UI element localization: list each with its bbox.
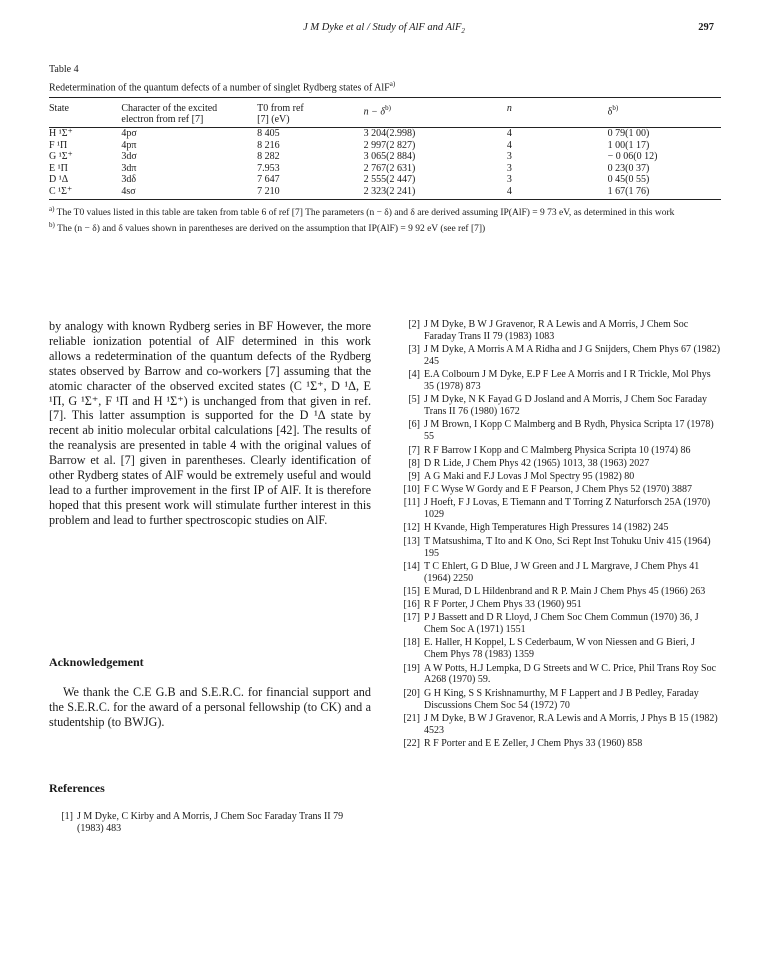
col-header-electron-text: Character of the excited electron from ref [7] — [121, 103, 218, 126]
footnote-a-text: The T0 values listed in this table are taken from table 6 of ref [7] The parameters (n − δ) and δ are derived assuming IP(AlF) = 9 73 eV, as determined in this work — [56, 208, 675, 219]
col-header-n-minus-delta-text: n − δ — [363, 106, 386, 118]
reference-number: [11] — [403, 497, 420, 509]
reference-number: [9] — [408, 470, 420, 482]
reference-text: P J Bassett and D R Lloyd, J Chem Soc Chem Commun (1970) 36, J Chem Soc A (1971) 1551 — [424, 612, 699, 636]
col-header-t0-text: T0 from ref [7] (eV) — [257, 103, 304, 126]
reference-item — [396, 394, 721, 418]
reference-text: J M Dyke, B W J Gravenor, R A Lewis and A Morris, J Chem Soc Faraday Trans II 79 (1983) 1083 — [424, 319, 689, 342]
cell-state: H ¹Σ⁺ — [49, 128, 73, 140]
running-head-text: J M Dyke et al / Study of AlF and AlF — [303, 22, 462, 33]
reference-number: [22] — [403, 737, 420, 749]
reference-text: R F Barrow I Kopp and C Malmberg Physica Scripta 10 (1974) 86 — [424, 444, 691, 456]
cell-delta: − 0 06(0 12) — [607, 151, 658, 163]
table-row — [49, 163, 721, 175]
acknowledgement-heading: Acknowledgement — [49, 655, 144, 669]
reference-item — [396, 663, 721, 687]
running-head — [0, 22, 768, 35]
body-paragraph: by analogy with known Rydberg series in BF However, the more reliable ionization potential of AlF determined in this work allows a redetermination of the quantum defects of the Rydberg states observed by Barrow and co-workers [7] assuming that the atomic character of the observed excited states (C ¹Σ⁺, D ¹Δ, E ¹Π, G ¹Σ⁺, F ¹Π and H ¹Σ⁺) is unchanged from that given in ref. [7]. This latter assumption is supported for the D ¹Δ state by recent ab initio molecular orbital calculations [42]. The results of the reanalysis are presented in table 4 with the original values of Barrow et al. [7] given in parentheses. Clearly identification of other Rydberg states of AlF would be extremely useful and would lead to a further improvement in the first IP of AlF. It is therefore hoped that this present work will stimulate further interest in this problem and lead to further spectroscopic studies on AlF. — [49, 319, 371, 527]
cell-t0: 7 647 — [257, 174, 280, 186]
reference-item — [396, 561, 721, 585]
cell-state: F ¹Π — [49, 139, 68, 151]
reference-item — [396, 586, 721, 598]
reference-number: [17] — [403, 612, 420, 624]
reference-number: [4] — [408, 369, 420, 381]
reference-text: J Hoeft, F J Lovas, E Tiemann and T Torring Z Naturforsch 25A (1970) 1029 — [424, 497, 711, 521]
cell-electron: 4sσ — [121, 185, 136, 197]
reference-text: E Murad, D L Hildenbrand and R P. Main J Chem Phys 45 (1966) 263 — [424, 585, 706, 597]
col-header-delta-note: b) — [612, 104, 619, 113]
reference-text: E. Haller, H Koppel, L S Cederbaum, W von Niessen and G Bieri, J Chem Phys 78 (1983) 1359 — [424, 637, 696, 661]
reference-text: A G Maki and F.J Lovas J Mol Spectry 95 (1982) 80 — [424, 470, 635, 482]
reference-item — [396, 637, 721, 661]
cell-electron: 4pπ — [121, 139, 137, 151]
reference-number: [13] — [403, 535, 420, 547]
reference-number: [6] — [408, 419, 420, 431]
reference-item — [396, 458, 721, 470]
table-row — [49, 140, 721, 152]
running-head-subscript: 2 — [461, 27, 465, 36]
col-header-delta — [582, 101, 721, 128]
reference-item — [396, 612, 721, 636]
reference-text: A W Potts, H.J Lempka, D G Streets and W C. Price, Phil Trans Roy Soc A268 (1970) 59. — [424, 662, 717, 686]
table-top-rule — [49, 97, 721, 98]
cell-t0: 8 405 — [257, 128, 280, 140]
footnote-a — [49, 204, 721, 220]
footnote-a-mark: a) — [49, 205, 55, 214]
reference-item — [396, 536, 721, 560]
cell-delta: 1 00(1 17) — [607, 139, 650, 151]
cell-state: C ¹Σ⁺ — [49, 185, 73, 197]
footnote-b-mark: b) — [49, 220, 55, 229]
body-text-column — [49, 319, 371, 528]
cell-n-minus-delta: 2 997(2 827) — [363, 139, 416, 151]
col-header-t0 — [257, 101, 364, 128]
reference-item — [396, 522, 721, 534]
reference-number: [3] — [408, 344, 420, 356]
cell-t0: 8 216 — [257, 139, 280, 151]
reference-item — [396, 319, 721, 343]
col-header-electron — [121, 101, 257, 128]
references-heading: References — [49, 781, 105, 795]
reference-number: [2] — [408, 319, 420, 330]
reference-item — [396, 688, 721, 712]
cell-n: 4 — [506, 128, 512, 140]
reference-number: [5] — [408, 394, 420, 406]
reference-item — [396, 369, 721, 393]
table-header-row — [49, 101, 721, 128]
cell-n: 3 — [506, 174, 512, 186]
reference-number: [12] — [403, 522, 420, 534]
reference-text: J M Dyke, B W J Gravenor, R.A Lewis and A Morris, J Phys B 15 (1982) 4523 — [424, 712, 718, 736]
reference-text: T C Ehlert, G D Blue, J W Green and J L Margrave, J Chem Phys 41 (1964) 2250 — [424, 560, 700, 584]
cell-n-minus-delta: 2 555(2 447) — [363, 174, 416, 186]
reference-item — [396, 445, 721, 457]
reference-item — [396, 599, 721, 611]
cell-electron: 3dπ — [121, 162, 137, 174]
cell-n-minus-delta: 3 065(2 884) — [363, 151, 416, 163]
reference-number: [7] — [408, 444, 420, 456]
cell-electron: 4pσ — [121, 128, 137, 140]
reference-item — [49, 811, 371, 835]
page-number: 297 — [698, 22, 714, 33]
cell-electron: 3dδ — [121, 174, 137, 186]
table-4 — [49, 64, 721, 236]
table-row — [49, 151, 721, 163]
reference-text: F C Wyse W Gordy and E F Pearson, J Chem Phys 52 (1970) 3887 — [424, 484, 693, 496]
cell-n-minus-delta: 3 204(2.998) — [363, 128, 416, 140]
reference-number: [20] — [403, 687, 420, 699]
table-caption-note: a) — [389, 80, 396, 88]
cell-t0: 7.953 — [257, 162, 280, 174]
cell-electron: 3dσ — [121, 151, 137, 163]
reference-item — [396, 738, 721, 750]
reference-text: D R Lide, J Chem Phys 42 (1965) 1013, 38 (1963) 2027 — [424, 457, 650, 469]
reference-item — [396, 497, 721, 521]
reference-item — [396, 471, 721, 483]
cell-t0: 7 210 — [257, 185, 280, 197]
cell-state: D ¹Δ — [49, 174, 69, 186]
reference-number: [19] — [403, 662, 420, 674]
col-header-n: n — [506, 103, 512, 115]
reference-number: [14] — [403, 560, 420, 572]
reference-text: T Matsushima, T Ito and K Ono, Sci Rept Inst Tohuku Univ 415 (1964) 195 — [424, 535, 711, 559]
reference-item — [396, 419, 721, 443]
reference-text: J M Dyke, N K Fayad G D Josland and A Morris, J Chem Soc Faraday Trans II 76 (1980) 1672 — [424, 394, 708, 418]
reference-text: J M Dyke, A Morris A M A Ridha and J G Snijders, Chem Phys 67 (1982) 245 — [424, 344, 721, 368]
cell-t0: 8 282 — [257, 151, 280, 163]
reference-item — [396, 344, 721, 368]
reference-number: [15] — [403, 585, 420, 597]
references-right — [396, 319, 721, 751]
table-bottom-rule — [49, 199, 721, 200]
cell-delta: 0 79(1 00) — [607, 128, 650, 140]
cell-state: E ¹Π — [49, 162, 68, 174]
cell-n: 3 — [506, 162, 512, 174]
reference-text: R F Porter, J Chem Phys 33 (1960) 951 — [424, 599, 582, 611]
reference-text: H Kvande, High Temperatures High Pressures 14 (1982) 245 — [424, 522, 669, 534]
cell-n-minus-delta: 2 323(2 241) — [363, 185, 416, 197]
cell-delta: 0 45(0 55) — [607, 174, 650, 186]
cell-delta: 1 67(1 76) — [607, 185, 650, 197]
reference-item — [396, 713, 721, 737]
cell-state: G ¹Σ⁺ — [49, 151, 73, 163]
col-header-state: State — [49, 103, 69, 115]
reference-number: [1] — [61, 811, 73, 822]
reference-number: [21] — [403, 712, 420, 724]
page-header — [0, 22, 768, 38]
cell-delta: 0 23(0 37) — [607, 162, 650, 174]
reference-number: [18] — [403, 637, 420, 649]
reference-text: R F Porter and E E Zeller, J Chem Phys 33 (1960) 858 — [424, 737, 643, 749]
table-row — [49, 186, 721, 198]
references-left — [49, 811, 371, 836]
reference-number: [10] — [403, 484, 420, 496]
reference-text: J M Brown, I Kopp C Malmberg and B Rydh, Physica Scripta 17 (1978) 55 — [424, 419, 714, 443]
reference-text: E.A Colbourn J M Dyke, E.P F Lee A Morris and I R Trickle, Mol Phys 35 (1978) 873 — [424, 369, 711, 393]
acknowledgement-body — [49, 685, 371, 730]
col-header-n-minus-delta — [364, 101, 507, 128]
data-table — [49, 101, 721, 197]
reference-text: J M Dyke, C Kirby and A Morris, J Chem Soc Faraday Trans II 79 (1983) 483 — [77, 811, 344, 834]
table-row — [49, 128, 721, 140]
reference-item — [396, 484, 721, 496]
acknowledgement-text: We thank the C.E G.B and S.E.R.C. for financial support and the S.E.R.C. for the award of a personal fellowship (to CK) and a studentship (to BWJG). — [49, 685, 371, 729]
reference-text: G H King, S S Krishnamurthy, M F Lappert and J B Pedley, Faraday Discussions Chem Soc 54 (1972) 70 — [424, 687, 699, 711]
cell-n: 4 — [506, 185, 512, 197]
col-header-delta-text: δ — [607, 106, 613, 118]
col-header-n-minus-delta-note: b) — [385, 104, 391, 113]
table-caption-text: Redetermination of the quantum defects of a number of singlet Rydberg states of AlF — [49, 82, 390, 94]
table-label: Table 4 — [49, 64, 79, 75]
cell-n: 4 — [506, 139, 512, 151]
table-row — [49, 174, 721, 186]
cell-n: 3 — [506, 151, 512, 163]
cell-n-minus-delta: 2 767(2 631) — [363, 162, 416, 174]
footnote-b — [49, 220, 721, 236]
table-caption — [49, 78, 721, 94]
reference-number: [8] — [408, 457, 420, 469]
footnote-b-text: The (n − δ) and δ values shown in parentheses are derived on the assumption that IP(AlF) = 9 92 eV (see ref [7]) — [57, 224, 486, 235]
table-footnotes — [49, 204, 721, 235]
reference-number: [16] — [403, 599, 420, 611]
